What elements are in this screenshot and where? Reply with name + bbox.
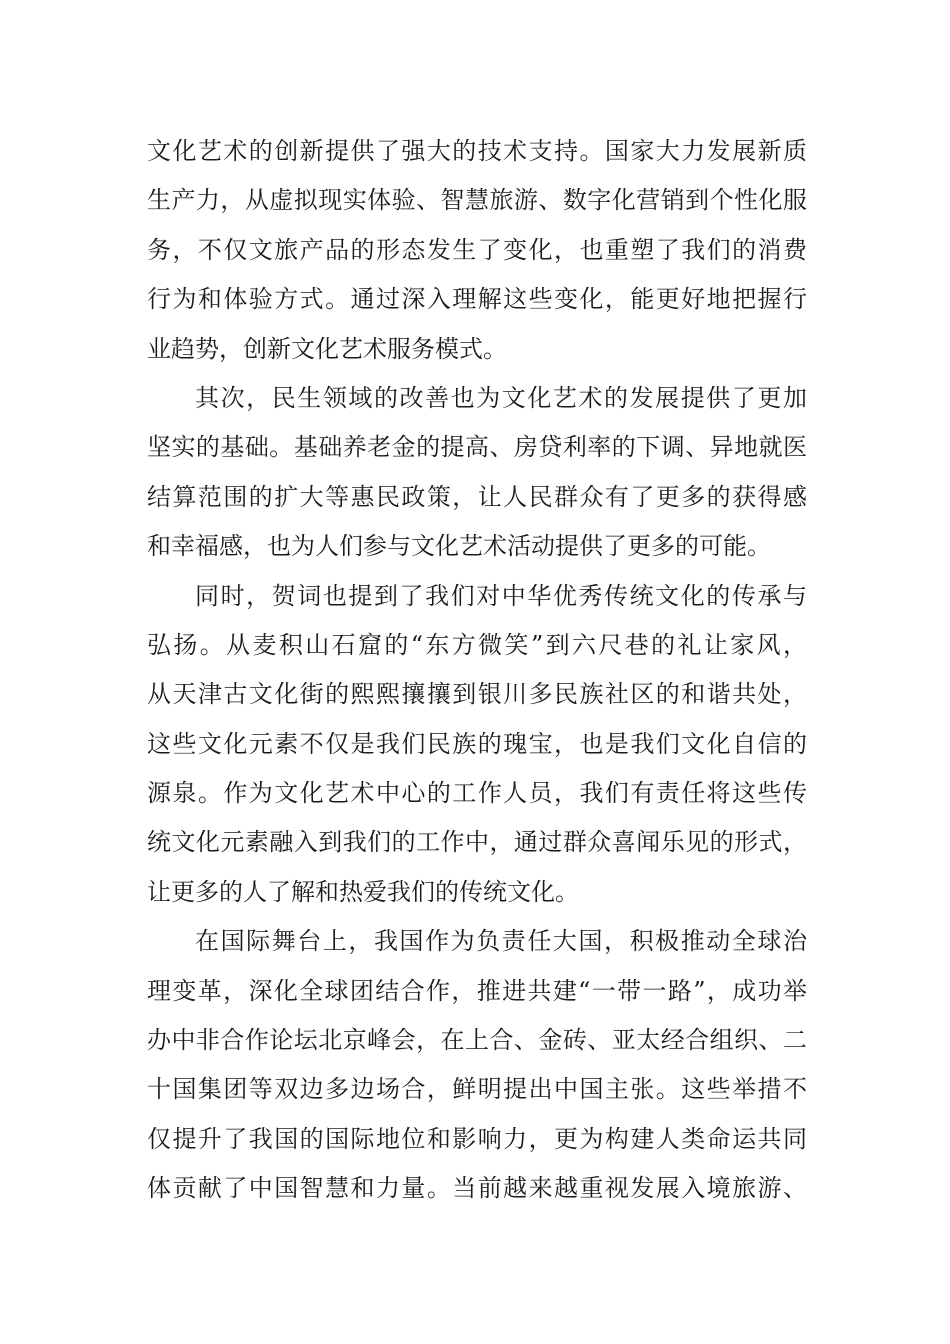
text-line: 这些文化元素不仅是我们民族的瑰宝，也是我们文化自信的: [147, 729, 807, 758]
text-line: 文化艺术的创新提供了强大的技术支持。国家大力发展新质: [147, 137, 807, 165]
text-line: 业趋势，创新文化艺术服务模式。: [147, 334, 507, 363]
text-line: 坚实的基础。基础养老金的提高、房贷利率的下调、异地就医: [147, 433, 807, 462]
text-line: 生产力，从虚拟现实体验、智慧旅游、数字化营销到个性化服: [147, 186, 807, 215]
paragraph-first-line: 同时，贺词也提到了我们对中华优秀传统文化的传承与: [195, 581, 807, 610]
text-line: 理变革，深化全球团结合作，推进共建“一带一路”，成功举: [147, 976, 807, 1005]
text-line: 弘扬。从麦积山石窟的“东方微笑”到六尺巷的礼让家风，: [147, 630, 807, 659]
paragraph-first-line: 其次，民生领域的改善也为文化艺术的发展提供了更加: [195, 383, 807, 412]
text-line: 办中非合作论坛北京峰会，在上合、金砖、亚太经合组织、二: [147, 1026, 807, 1055]
text-line: 结算范围的扩大等惠民政策，让人民群众有了更多的获得感: [147, 482, 807, 511]
text-line: 源泉。作为文化艺术中心的工作人员，我们有责任将这些传: [147, 779, 807, 808]
text-line: 和幸福感，也为人们参与文化艺术活动提供了更多的可能。: [147, 532, 771, 561]
text-line: 体贡献了中国智慧和力量。当前越来越重视发展入境旅游、: [147, 1174, 807, 1203]
body-text: [147, 127, 807, 1214]
text-line: 统文化元素融入到我们的工作中，通过群众喜闻乐见的形式，: [147, 828, 807, 857]
paragraph-first-line: 在国际舞台上，我国作为负责任大国，积极推动全球治: [195, 927, 807, 956]
text-line: 务，不仅文旅产品的形态发生了变化，也重塑了我们的消费: [147, 235, 807, 264]
text-line: 让更多的人了解和热爱我们的传统文化。: [147, 877, 579, 906]
text-line: 十国集团等双边多边场合，鲜明提出中国主张。这些举措不: [147, 1075, 807, 1104]
text-line: 仅提升了我国的国际地位和影响力，更为构建人类命运共同: [147, 1124, 807, 1153]
text-line: 从天津古文化街的熙熙攘攘到银川多民族社区的和谐共处，: [147, 680, 807, 709]
text-line: 行为和体验方式。通过深入理解这些变化，能更好地把握行: [147, 285, 807, 314]
